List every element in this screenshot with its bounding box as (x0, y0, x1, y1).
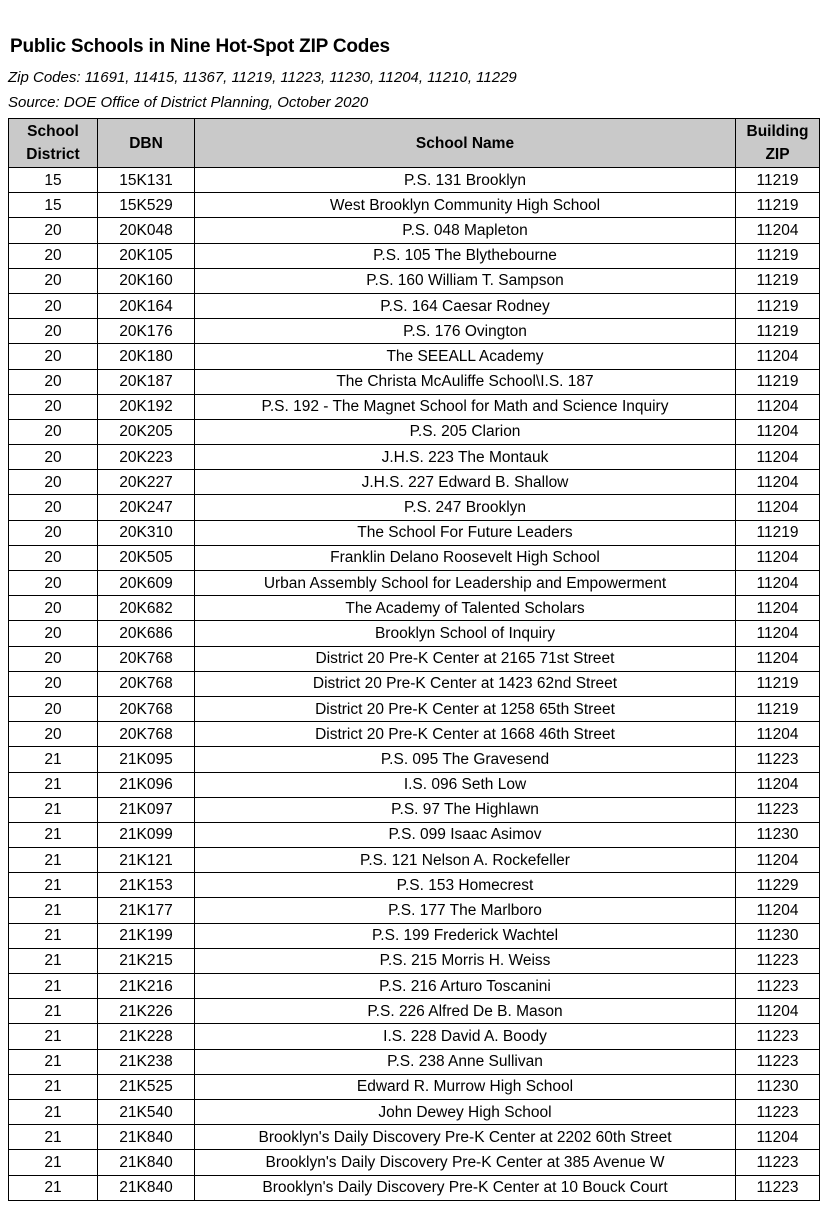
cell-building-zip: 11204 (736, 571, 820, 596)
cell-school-name: P.S. 247 Brooklyn (195, 495, 736, 520)
cell-school-name: J.H.S. 227 Edward B. Shallow (195, 470, 736, 495)
cell-building-zip: 11223 (736, 1099, 820, 1124)
cell-building-zip: 11223 (736, 1024, 820, 1049)
cell-dbn: 15K529 (98, 193, 195, 218)
cell-school-name: P.S. 192 - The Magnet School for Math and Science Inquiry (195, 394, 736, 419)
header-school-name: School Name (195, 119, 736, 168)
cell-building-zip: 11219 (736, 243, 820, 268)
cell-school-name: P.S. 226 Alfred De B. Mason (195, 999, 736, 1024)
cell-school-name: Urban Assembly School for Leadership and Empowerment (195, 571, 736, 596)
cell-dbn: 21K840 (98, 1175, 195, 1200)
cell-dbn: 20K682 (98, 596, 195, 621)
table-row (9, 898, 820, 923)
cell-school-district: 15 (9, 193, 98, 218)
cell-school-district: 20 (9, 571, 98, 596)
table-row (9, 948, 820, 973)
table-row (9, 646, 820, 671)
cell-school-district: 20 (9, 545, 98, 570)
cell-school-district: 20 (9, 394, 98, 419)
cell-dbn: 20K227 (98, 470, 195, 495)
cell-school-district: 20 (9, 722, 98, 747)
cell-dbn: 20K192 (98, 394, 195, 419)
header-school-district-line2: District (26, 146, 80, 163)
cell-dbn: 21K525 (98, 1074, 195, 1099)
cell-building-zip: 11230 (736, 822, 820, 847)
cell-building-zip: 11223 (736, 747, 820, 772)
cell-school-name: District 20 Pre-K Center at 1258 65th Street (195, 696, 736, 721)
cell-dbn: 21K153 (98, 873, 195, 898)
cell-dbn: 15K131 (98, 168, 195, 193)
cell-dbn: 20K187 (98, 369, 195, 394)
cell-dbn: 21K096 (98, 772, 195, 797)
cell-school-district: 21 (9, 1099, 98, 1124)
cell-dbn: 20K768 (98, 696, 195, 721)
table-row (9, 571, 820, 596)
table-row (9, 1099, 820, 1124)
table-row (9, 848, 820, 873)
cell-school-name: The School For Future Leaders (195, 520, 736, 545)
table-header-row (9, 119, 820, 168)
table-row (9, 268, 820, 293)
cell-dbn: 20K768 (98, 722, 195, 747)
cell-building-zip: 11204 (736, 848, 820, 873)
cell-building-zip: 11219 (736, 319, 820, 344)
table-row (9, 470, 820, 495)
cell-school-district: 21 (9, 747, 98, 772)
table-row (9, 797, 820, 822)
table-row (9, 1049, 820, 1074)
cell-dbn: 21K840 (98, 1125, 195, 1150)
cell-school-district: 20 (9, 646, 98, 671)
cell-school-district: 21 (9, 974, 98, 999)
cell-dbn: 21K226 (98, 999, 195, 1024)
cell-school-name: District 20 Pre-K Center at 2165 71st Street (195, 646, 736, 671)
cell-dbn: 20K223 (98, 445, 195, 470)
header-school-district-line1: School (27, 123, 79, 140)
table-row (9, 344, 820, 369)
cell-school-name: District 20 Pre-K Center at 1668 46th Street (195, 722, 736, 747)
cell-school-name: West Brooklyn Community High School (195, 193, 736, 218)
cell-school-district: 20 (9, 293, 98, 318)
cell-building-zip: 11204 (736, 722, 820, 747)
cell-dbn: 20K105 (98, 243, 195, 268)
cell-building-zip: 11204 (736, 218, 820, 243)
cell-school-district: 21 (9, 848, 98, 873)
cell-school-district: 21 (9, 1049, 98, 1074)
cell-school-district: 21 (9, 822, 98, 847)
cell-school-district: 20 (9, 268, 98, 293)
cell-school-name: Brooklyn's Daily Discovery Pre-K Center at 10 Bouck Court (195, 1175, 736, 1200)
cell-school-district: 20 (9, 596, 98, 621)
cell-building-zip: 11223 (736, 1150, 820, 1175)
cell-school-district: 20 (9, 470, 98, 495)
table-row (9, 394, 820, 419)
document-title: Public Schools in Nine Hot-Spot ZIP Codes (10, 36, 390, 57)
table-row (9, 1175, 820, 1200)
table-row (9, 974, 820, 999)
cell-school-name: P.S. 153 Homecrest (195, 873, 736, 898)
cell-dbn: 20K048 (98, 218, 195, 243)
cell-building-zip: 11204 (736, 772, 820, 797)
table-row (9, 1150, 820, 1175)
cell-building-zip: 11219 (736, 696, 820, 721)
cell-school-name: P.S. 97 The Highlawn (195, 797, 736, 822)
cell-building-zip: 11204 (736, 394, 820, 419)
cell-dbn: 21K216 (98, 974, 195, 999)
cell-school-district: 20 (9, 369, 98, 394)
source-line: Source: DOE Office of District Planning, October 2020 (8, 94, 369, 111)
cell-dbn: 21K121 (98, 848, 195, 873)
table-row (9, 747, 820, 772)
cell-dbn: 20K609 (98, 571, 195, 596)
cell-building-zip: 11204 (736, 545, 820, 570)
cell-building-zip: 11230 (736, 1074, 820, 1099)
cell-school-name: P.S. 121 Nelson A. Rockefeller (195, 848, 736, 873)
cell-dbn: 21K099 (98, 822, 195, 847)
cell-school-name: P.S. 176 Ovington (195, 319, 736, 344)
cell-building-zip: 11219 (736, 369, 820, 394)
table-row (9, 696, 820, 721)
cell-dbn: 20K176 (98, 319, 195, 344)
table-row (9, 923, 820, 948)
cell-school-district: 21 (9, 923, 98, 948)
cell-school-name: I.S. 228 David A. Boody (195, 1024, 736, 1049)
cell-dbn: 21K540 (98, 1099, 195, 1124)
cell-school-district: 21 (9, 772, 98, 797)
cell-building-zip: 11219 (736, 293, 820, 318)
schools-table (8, 118, 820, 1201)
cell-school-district: 20 (9, 419, 98, 444)
table-row (9, 671, 820, 696)
cell-school-district: 20 (9, 319, 98, 344)
cell-school-district: 21 (9, 1150, 98, 1175)
header-school-district (9, 119, 98, 168)
table-body (9, 168, 820, 1201)
cell-dbn: 20K310 (98, 520, 195, 545)
cell-building-zip: 11223 (736, 797, 820, 822)
cell-school-name: The Academy of Talented Scholars (195, 596, 736, 621)
cell-dbn: 21K199 (98, 923, 195, 948)
table-row (9, 1125, 820, 1150)
cell-school-district: 21 (9, 1074, 98, 1099)
cell-school-district: 20 (9, 696, 98, 721)
cell-building-zip: 11223 (736, 948, 820, 973)
cell-school-district: 21 (9, 1125, 98, 1150)
cell-school-district: 20 (9, 671, 98, 696)
cell-dbn: 21K095 (98, 747, 195, 772)
cell-building-zip: 11204 (736, 445, 820, 470)
cell-school-district: 15 (9, 168, 98, 193)
cell-school-district: 21 (9, 873, 98, 898)
cell-school-name: Edward R. Murrow High School (195, 1074, 736, 1099)
zip-codes-line: Zip Codes: 11691, 11415, 11367, 11219, 11223, 11230, 11204, 11210, 11229 (8, 69, 517, 86)
cell-school-name: P.S. 105 The Blythebourne (195, 243, 736, 268)
cell-school-district: 21 (9, 797, 98, 822)
cell-building-zip: 11204 (736, 419, 820, 444)
cell-school-name: The SEEALL Academy (195, 344, 736, 369)
cell-school-district: 21 (9, 1175, 98, 1200)
cell-building-zip: 11223 (736, 1049, 820, 1074)
cell-dbn: 21K177 (98, 898, 195, 923)
cell-dbn: 21K840 (98, 1150, 195, 1175)
cell-dbn: 21K228 (98, 1024, 195, 1049)
cell-dbn: 20K247 (98, 495, 195, 520)
table-row (9, 822, 820, 847)
cell-school-name: I.S. 096 Seth Low (195, 772, 736, 797)
cell-building-zip: 11204 (736, 1125, 820, 1150)
table-row (9, 319, 820, 344)
header-building-zip-line1: Building (746, 123, 809, 140)
table-row (9, 596, 820, 621)
cell-school-name: Brooklyn's Daily Discovery Pre-K Center at 385 Avenue W (195, 1150, 736, 1175)
header-building-zip-line2: ZIP (765, 146, 790, 163)
cell-school-district: 21 (9, 948, 98, 973)
cell-school-district: 20 (9, 243, 98, 268)
cell-school-district: 21 (9, 1024, 98, 1049)
cell-school-name: P.S. 095 The Gravesend (195, 747, 736, 772)
table-row (9, 999, 820, 1024)
cell-school-district: 21 (9, 898, 98, 923)
cell-school-name: Brooklyn's Daily Discovery Pre-K Center at 2202 60th Street (195, 1125, 736, 1150)
cell-school-name: Brooklyn School of Inquiry (195, 621, 736, 646)
cell-school-name: P.S. 238 Anne Sullivan (195, 1049, 736, 1074)
cell-building-zip: 11219 (736, 671, 820, 696)
cell-dbn: 20K164 (98, 293, 195, 318)
cell-school-district: 20 (9, 218, 98, 243)
cell-dbn: 21K097 (98, 797, 195, 822)
cell-school-name: P.S. 199 Frederick Wachtel (195, 923, 736, 948)
table-row (9, 243, 820, 268)
cell-building-zip: 11204 (736, 344, 820, 369)
cell-school-name: Franklin Delano Roosevelt High School (195, 545, 736, 570)
cell-school-name: P.S. 177 The Marlboro (195, 898, 736, 923)
table-row (9, 419, 820, 444)
cell-dbn: 20K686 (98, 621, 195, 646)
table-row (9, 445, 820, 470)
table-row (9, 873, 820, 898)
cell-school-district: 21 (9, 999, 98, 1024)
cell-school-name: District 20 Pre-K Center at 1423 62nd Street (195, 671, 736, 696)
header-dbn: DBN (98, 119, 195, 168)
cell-dbn: 21K238 (98, 1049, 195, 1074)
cell-dbn: 20K205 (98, 419, 195, 444)
table-row (9, 722, 820, 747)
cell-school-district: 20 (9, 495, 98, 520)
cell-building-zip: 11204 (736, 495, 820, 520)
cell-school-name: P.S. 160 William T. Sampson (195, 268, 736, 293)
table-row (9, 369, 820, 394)
table-row (9, 545, 820, 570)
cell-school-name: P.S. 164 Caesar Rodney (195, 293, 736, 318)
cell-school-name: P.S. 131 Brooklyn (195, 168, 736, 193)
cell-building-zip: 11204 (736, 646, 820, 671)
cell-building-zip: 11204 (736, 596, 820, 621)
cell-dbn: 21K215 (98, 948, 195, 973)
header-building-zip (736, 119, 820, 168)
cell-building-zip: 11204 (736, 621, 820, 646)
cell-building-zip: 11204 (736, 999, 820, 1024)
cell-school-district: 20 (9, 344, 98, 369)
table-row (9, 1074, 820, 1099)
cell-building-zip: 11204 (736, 470, 820, 495)
cell-school-name: P.S. 048 Mapleton (195, 218, 736, 243)
cell-dbn: 20K160 (98, 268, 195, 293)
table-row (9, 293, 820, 318)
table-row (9, 495, 820, 520)
cell-school-name: P.S. 215 Morris H. Weiss (195, 948, 736, 973)
table-row (9, 218, 820, 243)
cell-dbn: 20K180 (98, 344, 195, 369)
cell-building-zip: 11230 (736, 923, 820, 948)
table-row (9, 520, 820, 545)
cell-dbn: 20K768 (98, 671, 195, 696)
cell-school-district: 20 (9, 445, 98, 470)
cell-school-district: 20 (9, 520, 98, 545)
cell-school-district: 20 (9, 621, 98, 646)
cell-school-name: P.S. 205 Clarion (195, 419, 736, 444)
table-row (9, 1024, 820, 1049)
cell-building-zip: 11219 (736, 193, 820, 218)
cell-dbn: 20K768 (98, 646, 195, 671)
cell-school-name: The Christa McAuliffe School\I.S. 187 (195, 369, 736, 394)
cell-building-zip: 11204 (736, 898, 820, 923)
table-row (9, 772, 820, 797)
cell-school-name: J.H.S. 223 The Montauk (195, 445, 736, 470)
table-row (9, 193, 820, 218)
cell-school-name: John Dewey High School (195, 1099, 736, 1124)
table-row (9, 621, 820, 646)
cell-building-zip: 11223 (736, 1175, 820, 1200)
cell-building-zip: 11229 (736, 873, 820, 898)
table-row (9, 168, 820, 193)
cell-building-zip: 11223 (736, 974, 820, 999)
cell-building-zip: 11219 (736, 520, 820, 545)
cell-building-zip: 11219 (736, 268, 820, 293)
cell-dbn: 20K505 (98, 545, 195, 570)
cell-school-name: P.S. 216 Arturo Toscanini (195, 974, 736, 999)
cell-school-name: P.S. 099 Isaac Asimov (195, 822, 736, 847)
cell-building-zip: 11219 (736, 168, 820, 193)
